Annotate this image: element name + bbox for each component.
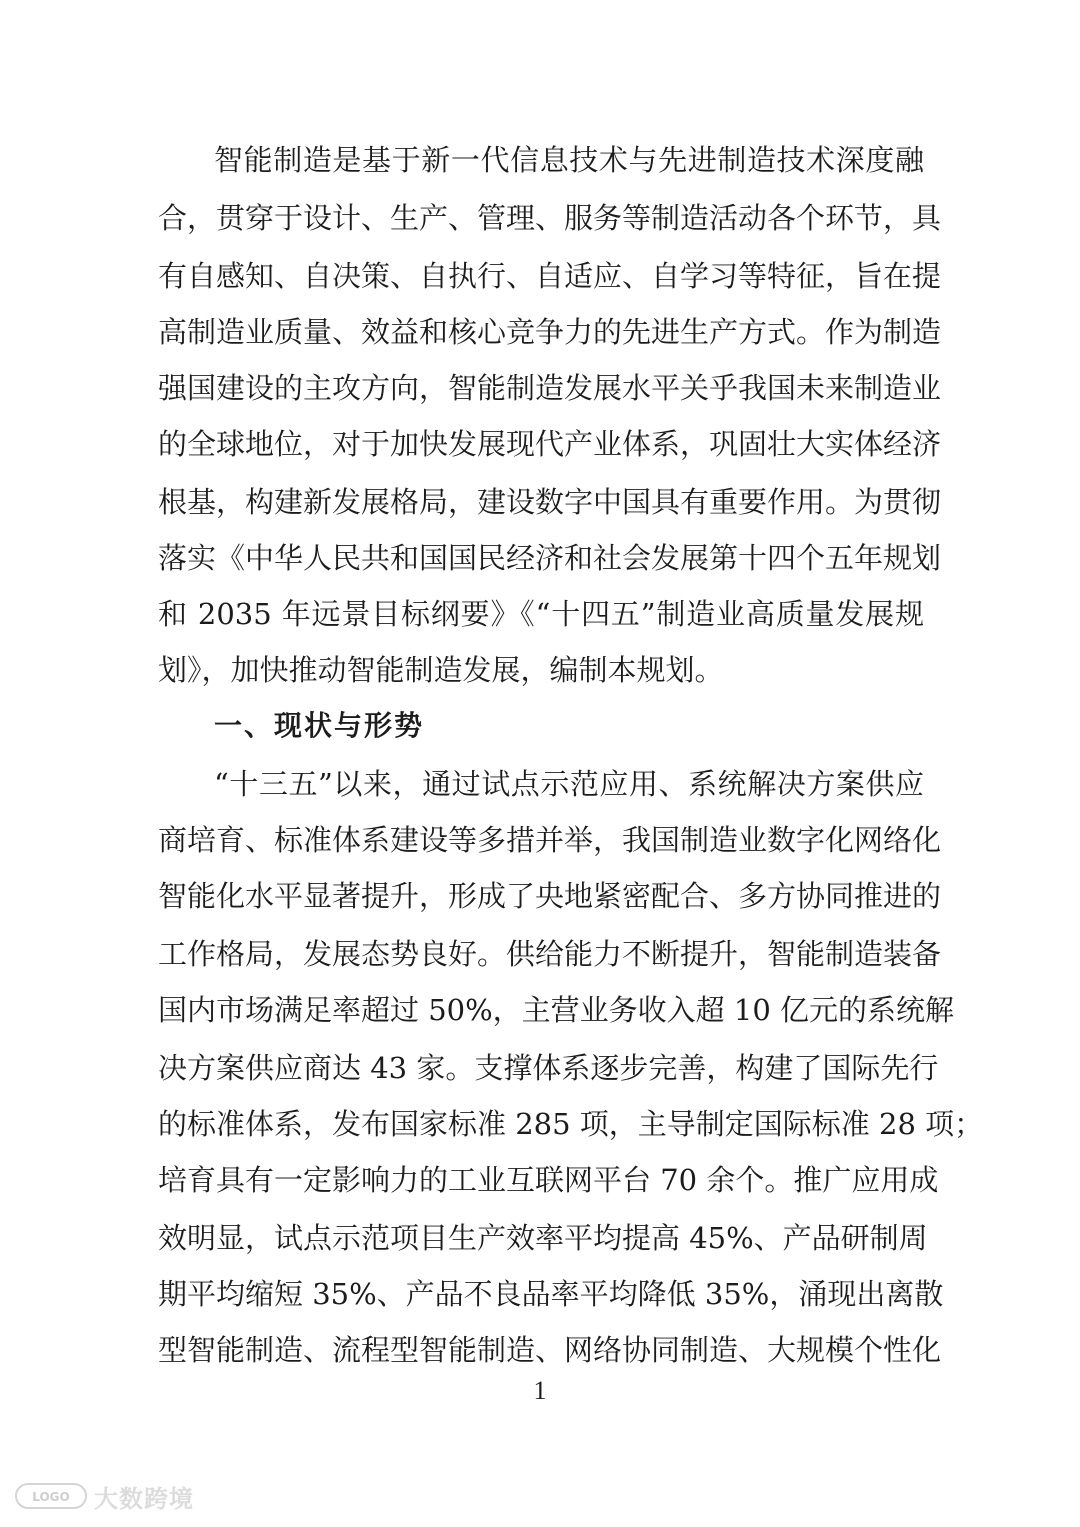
paragraph-line: 的标准体系，发布国家标准 285 项，主导制定国际标准 28 项； (158, 1107, 984, 1141)
paragraph-line: 工作格局，发展态势良好。供给能力不断提升，智能制造装备 (158, 937, 942, 971)
paragraph-line: 期平均缩短 35%、产品不良品率平均降低 35%，涌现出离散 (158, 1277, 944, 1311)
paragraph-line: 划》，加快推动智能制造发展，编制本规划。 (158, 653, 724, 687)
watermark-logo-icon (14, 1480, 90, 1512)
paragraph-line: 智能制造是基于新一代信息技术与先进制造技术深度融 (214, 143, 924, 177)
section-heading: 一、现状与形势 (214, 709, 425, 742)
watermark-logo-text: LOGO (32, 1490, 70, 1504)
page-number: 1 (533, 1376, 547, 1405)
paragraph-line: 有自感知、自决策、自执行、自适应、自学习等特征，旨在提 (158, 259, 942, 293)
paragraph-line: 落实《中华人民共和国国民经济和社会发展第十四个五年规划 (158, 541, 942, 575)
paragraph-line: 高制造业质量、效益和核心竞争力的先进生产方式。作为制造 (158, 315, 942, 349)
paragraph-line: 型智能制造、流程型智能制造、网络协同制造、大规模个性化 (158, 1333, 942, 1367)
paragraph-line: 决方案供应商达 43 家。支撑体系逐步完善，构建了国际先行 (158, 1051, 939, 1085)
paragraph-line: 培育具有一定影响力的工业互联网平台 70 余个。推广应用成 (158, 1163, 939, 1197)
watermark (14, 1478, 194, 1514)
paragraph-line: 根基，构建新发展格局，建设数字中国具有重要作用。为贯彻 (158, 485, 942, 519)
paragraph-line: 的全球地位，对于加快发展现代产业体系，巩固壮大实体经济 (158, 427, 942, 461)
paragraph-line: 强国建设的主攻方向，智能制造发展水平关乎我国未来制造业 (158, 371, 942, 405)
watermark-text: 大数跨境 (94, 1484, 194, 1513)
paragraph-line: “十三五”以来，通过试点示范应用、系统解决方案供应 (214, 767, 924, 801)
paragraph-line: 国内市场满足率超过 50%，主营业务收入超 10 亿元的系统解 (158, 993, 955, 1027)
paragraph-line: 合，贯穿于设计、生产、管理、服务等制造活动各个环节，具 (158, 201, 942, 235)
paragraph-line: 效明显，试点示范项目生产效率平均提高 45%、产品研制周 (158, 1221, 928, 1255)
paragraph-line: 智能化水平显著提升，形成了央地紧密配合、多方协同推进的 (158, 879, 942, 913)
paragraph-line: 和 2035 年远景目标纲要》《“十四五”制造业高质量发展规 (158, 597, 924, 631)
paragraph-line: 商培育、标准体系建设等多措并举，我国制造业数字化网络化 (158, 823, 942, 857)
